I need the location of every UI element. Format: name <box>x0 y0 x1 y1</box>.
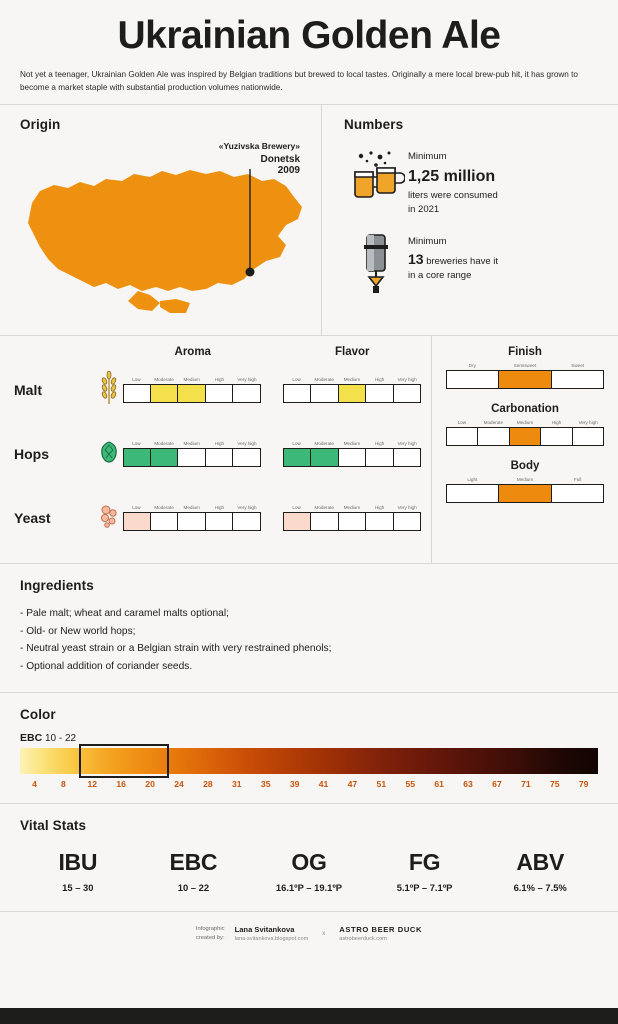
scale-labels <box>283 377 421 382</box>
vital-stats-grid <box>20 849 598 893</box>
carbonation-title: Carbonation <box>491 403 559 416</box>
scale-tick-high: High <box>374 441 385 447</box>
separator-x: x <box>322 930 326 937</box>
ebc-tick: 71 <box>521 778 531 789</box>
scale-tick-very-high: Very high <box>237 377 257 383</box>
credit-line-1: Infographic <box>195 925 225 932</box>
scale-cell <box>394 385 420 402</box>
sensory-row <box>0 336 618 564</box>
scale-bar <box>123 512 261 531</box>
column-header-flavor: Flavor <box>334 346 370 359</box>
vital-name: IBU <box>58 848 98 875</box>
scale-tick-high: High <box>374 505 385 511</box>
credit-label <box>196 925 225 942</box>
consumption-line2: liters were consumed <box>408 190 498 202</box>
color-title: Color <box>20 706 56 722</box>
scale-cell <box>339 449 366 466</box>
scale-cell-filled <box>124 449 151 466</box>
scale-bar <box>446 427 604 446</box>
ebc-tick: 47 <box>347 778 358 789</box>
ingredients-title: Ingredients <box>20 578 94 594</box>
origin-numbers-row <box>0 104 618 336</box>
credit-line-2: created by: <box>195 934 225 941</box>
scale-tick-very-high: Very high <box>237 441 257 447</box>
ebc-tick: 16 <box>116 778 126 789</box>
scale-tick-dry: Dry <box>468 363 476 369</box>
scale-tick-low: Low <box>132 377 141 383</box>
sensory-column-headers <box>124 346 421 358</box>
scale-tick-high: High <box>551 420 562 426</box>
list-item: - Neutral yeast strain or a Belgian strain with very restrained phenols; <box>20 643 332 655</box>
scale-tick-medium: Medium <box>183 377 200 383</box>
scale-cell-filled <box>499 485 551 502</box>
ebc-range-highlight <box>79 744 169 778</box>
scale-cell <box>233 449 259 466</box>
scale-cell <box>447 485 499 502</box>
ebc-tick: 8 <box>60 778 66 789</box>
scale-labels <box>283 505 421 510</box>
scale-cell <box>447 371 499 388</box>
scale-tick-moderate: Moderate <box>314 377 334 383</box>
ebc-tick: 12 <box>87 778 98 789</box>
sensory-label-yeast: Yeast <box>14 510 51 527</box>
scale-tick-medium: Medium <box>343 377 361 383</box>
consumption-value: 1,25 million <box>408 168 496 186</box>
brand-block <box>339 924 422 943</box>
list-item: - Pale malt; wheat and caramel malts optional; <box>20 608 229 620</box>
ebc-tick: 41 <box>318 778 329 789</box>
finish-title: Finish <box>508 346 542 359</box>
scale-tick-low: Low <box>292 505 301 511</box>
scale-tick-very-high: Very high <box>397 505 417 511</box>
scale-cell <box>124 385 151 402</box>
ebc-label: EBC <box>20 731 43 744</box>
ukraine-map <box>10 141 320 331</box>
scale-labels <box>283 441 421 446</box>
scale-tick-medium: Medium <box>183 505 200 511</box>
scale-cell <box>311 385 338 402</box>
secondary-scales <box>432 336 618 563</box>
scale-cell <box>541 428 572 445</box>
numbers-section <box>322 105 618 335</box>
ebc-tick: 28 <box>203 778 213 789</box>
scale-cell <box>366 385 393 402</box>
scale-cell-filled <box>311 449 338 466</box>
scale-malt-aroma <box>123 377 261 403</box>
scale-tick-high: High <box>374 377 385 383</box>
scale-cell <box>178 513 205 530</box>
scale-cell <box>552 485 603 502</box>
author-name: Lana Svitankova <box>234 924 295 934</box>
scale-bar <box>283 512 421 531</box>
scale-tick-medium: Medium <box>516 420 534 426</box>
scale-bar <box>283 384 421 403</box>
scale-yeast-flavor <box>283 505 421 531</box>
breweries-line3: in a core range <box>408 269 472 281</box>
consumption-text <box>408 148 498 216</box>
scale-cell <box>339 513 366 530</box>
scale-cell <box>366 449 393 466</box>
scale-cell <box>178 449 205 466</box>
scale-cell <box>478 428 509 445</box>
scale-cell-filled <box>151 449 178 466</box>
color-section <box>0 693 618 804</box>
scale-block-finish <box>446 346 604 389</box>
scale-tick-low: Low <box>457 420 467 426</box>
scale-cell <box>394 513 420 530</box>
scale-tick-moderate: Moderate <box>154 377 174 383</box>
vital-name: ABV <box>516 848 564 875</box>
scale-cell <box>284 385 311 402</box>
hop-cone-icon <box>95 440 123 469</box>
scale-labels <box>123 377 261 382</box>
beer-glasses-icon <box>344 148 408 200</box>
scale-tick-very-high: Very high <box>397 441 417 447</box>
scale-tick-medium: Medium <box>183 441 200 447</box>
scale-labels <box>446 477 604 482</box>
list-item: - Old- or New world hops; <box>20 625 136 637</box>
scale-tick-low: Low <box>132 505 141 511</box>
ebc-tick: 39 <box>289 778 300 789</box>
origin-section <box>0 105 322 335</box>
ebc-tick: 61 <box>434 778 444 789</box>
sensory-row-malt <box>14 358 421 422</box>
ebc-range-label <box>20 732 598 744</box>
ingredients-list <box>20 605 598 675</box>
scale-tick-very-high: Very high <box>397 377 417 383</box>
vital-stat-fg <box>367 849 483 893</box>
vital-name: FG <box>408 848 441 875</box>
scale-cell <box>394 449 420 466</box>
scale-bar <box>446 370 604 389</box>
brewery-name: «Yuzivska Brewery» <box>218 141 300 152</box>
consumption-line3: in 2021 <box>408 204 440 216</box>
wheat-icon <box>95 371 123 410</box>
founding-year: 2009 <box>277 165 300 177</box>
scale-cell <box>206 513 233 530</box>
ebc-tick-row <box>20 779 598 789</box>
scale-labels <box>446 363 604 368</box>
scale-cell <box>366 513 393 530</box>
ebc-tick: 24 <box>174 778 184 789</box>
scale-tick-high: High <box>214 505 225 511</box>
numbers-item-breweries <box>344 233 618 295</box>
ebc-tick: 4 <box>32 778 37 789</box>
ebc-tick: 31 <box>232 778 242 789</box>
scale-malt-flavor <box>283 377 421 403</box>
consumption-line1: Minimum <box>408 151 447 163</box>
scale-labels <box>446 420 604 425</box>
scale-tick-full: Full <box>573 477 582 483</box>
scale-hops-aroma <box>123 441 261 467</box>
scale-tick-sweet: Sweet <box>571 363 585 369</box>
scale-tick-low: Low <box>292 441 301 447</box>
ebc-tick: 20 <box>145 778 155 789</box>
scale-cell-filled <box>339 385 366 402</box>
beer-tap-icon <box>344 233 408 295</box>
scale-tick-low: Low <box>292 377 301 383</box>
vital-stat-ibu <box>20 849 136 893</box>
city-name: Donetsk <box>260 154 300 166</box>
scale-tick-semisweet: Semisweet <box>513 363 537 369</box>
origin-title: Origin <box>20 117 61 133</box>
scale-cell <box>311 513 338 530</box>
scale-cell <box>233 385 259 402</box>
scale-cell <box>233 513 259 530</box>
sensory-label-malt: Malt <box>14 382 42 399</box>
vital-value: 5.1ºP – 7.1ºP <box>396 881 453 893</box>
author-url[interactable]: lana-svitankova.blogspot.com <box>234 935 309 942</box>
vital-stat-abv <box>482 849 598 893</box>
vital-value: 15 – 30 <box>62 881 94 893</box>
ukraine-map-svg <box>10 141 320 331</box>
scale-labels <box>123 441 261 446</box>
vital-value: 6.1% – 7.5% <box>513 881 567 893</box>
scale-finish <box>446 363 604 389</box>
scale-yeast-aroma <box>123 505 261 531</box>
scale-tick-medium: Medium <box>343 505 361 511</box>
breweries-line2: breweries have it <box>426 255 499 267</box>
breweries-line1: Minimum <box>408 235 447 247</box>
bottom-bar <box>0 1008 618 1024</box>
scale-cell-filled <box>510 428 541 445</box>
ebc-tick: 79 <box>578 778 589 789</box>
scale-cell-filled <box>178 385 205 402</box>
scale-tick-moderate: Moderate <box>314 505 334 511</box>
vital-stats-title: Vital Stats <box>20 817 87 833</box>
ebc-tick: 75 <box>549 778 560 789</box>
scale-tick-high: High <box>214 377 225 383</box>
ebc-tick: 35 <box>260 778 271 789</box>
vital-name: OG <box>291 848 327 875</box>
numbers-title: Numbers <box>344 117 404 133</box>
scale-cell-filled <box>284 449 311 466</box>
scale-cell-filled <box>151 385 178 402</box>
ebc-tick: 67 <box>492 778 502 789</box>
scale-cell <box>206 449 233 466</box>
ebc-tick: 51 <box>376 778 387 789</box>
ebc-range: 10 - 22 <box>44 732 77 744</box>
scale-bar <box>123 448 261 467</box>
ebc-tick: 55 <box>405 778 416 789</box>
scale-tick-very-high: Very high <box>578 420 598 426</box>
vital-stat-ebc <box>136 849 252 893</box>
page-title: Ukrainian Golden Ale <box>117 14 501 57</box>
scale-cell-filled <box>124 513 151 530</box>
scale-tick-very-high: Very high <box>237 505 257 511</box>
column-header-aroma: Aroma <box>174 346 211 359</box>
scale-cell-filled <box>284 513 311 530</box>
sensory-matrix <box>0 336 432 563</box>
vital-name: EBC <box>169 848 218 875</box>
breweries-count: 13 <box>408 250 424 267</box>
brand-name: ASTRO BEER DUCK <box>339 924 423 934</box>
scale-cell <box>206 385 233 402</box>
scale-tick-medium: Medium <box>343 441 361 447</box>
scale-body <box>446 477 604 503</box>
scale-cell <box>552 371 603 388</box>
scale-cell-filled <box>499 371 551 388</box>
sensory-row-yeast <box>14 486 421 550</box>
author-block <box>235 924 309 943</box>
scale-bar <box>446 484 604 503</box>
scale-tick-light: Light <box>467 477 478 483</box>
scale-bar <box>123 384 261 403</box>
scale-labels <box>123 505 261 510</box>
yeast-cells-icon <box>95 504 123 533</box>
breweries-text <box>408 233 498 283</box>
footer <box>0 912 618 956</box>
body-title: Body <box>510 460 540 473</box>
scale-hops-flavor <box>283 441 421 467</box>
scale-bar <box>283 448 421 467</box>
color-gradient-wrap <box>20 748 598 774</box>
ingredients-section <box>0 564 618 692</box>
vital-value: 16.1ºP – 19.1ºP <box>275 881 343 893</box>
scale-tick-moderate: Moderate <box>483 420 504 426</box>
scale-tick-moderate: Moderate <box>154 441 174 447</box>
scale-carbonation <box>446 420 604 446</box>
scale-block-body <box>446 460 604 503</box>
scale-cell <box>573 428 603 445</box>
scale-block-carbonation <box>446 403 604 446</box>
numbers-item-consumption <box>344 148 618 216</box>
intro-paragraph: Not yet a teenager, Ukrainian Golden Ale was inspired by Belgian traditions but brewed to local tastes. Originally a mere local brew-pub hit, it has grown to become a market staple with substantial production volumes nationwide. <box>20 69 578 92</box>
scale-cell <box>447 428 478 445</box>
ebc-tick: 63 <box>463 778 473 789</box>
list-item: - Optional addition of coriander seeds. <box>20 660 193 672</box>
scale-tick-moderate: Moderate <box>154 505 174 511</box>
scale-tick-moderate: Moderate <box>314 441 334 447</box>
header <box>0 0 618 104</box>
sensory-row-hops <box>14 422 421 486</box>
brand-url[interactable]: astrobeerduck.com <box>339 935 387 942</box>
scale-tick-medium: Medium <box>516 477 534 483</box>
sensory-label-hops: Hops <box>14 446 49 463</box>
scale-tick-low: Low <box>132 441 141 447</box>
scale-tick-high: High <box>214 441 225 447</box>
vital-stat-og <box>251 849 367 893</box>
scale-cell <box>151 513 178 530</box>
vital-stats-section <box>0 804 618 912</box>
vital-value: 10 – 22 <box>177 881 210 893</box>
